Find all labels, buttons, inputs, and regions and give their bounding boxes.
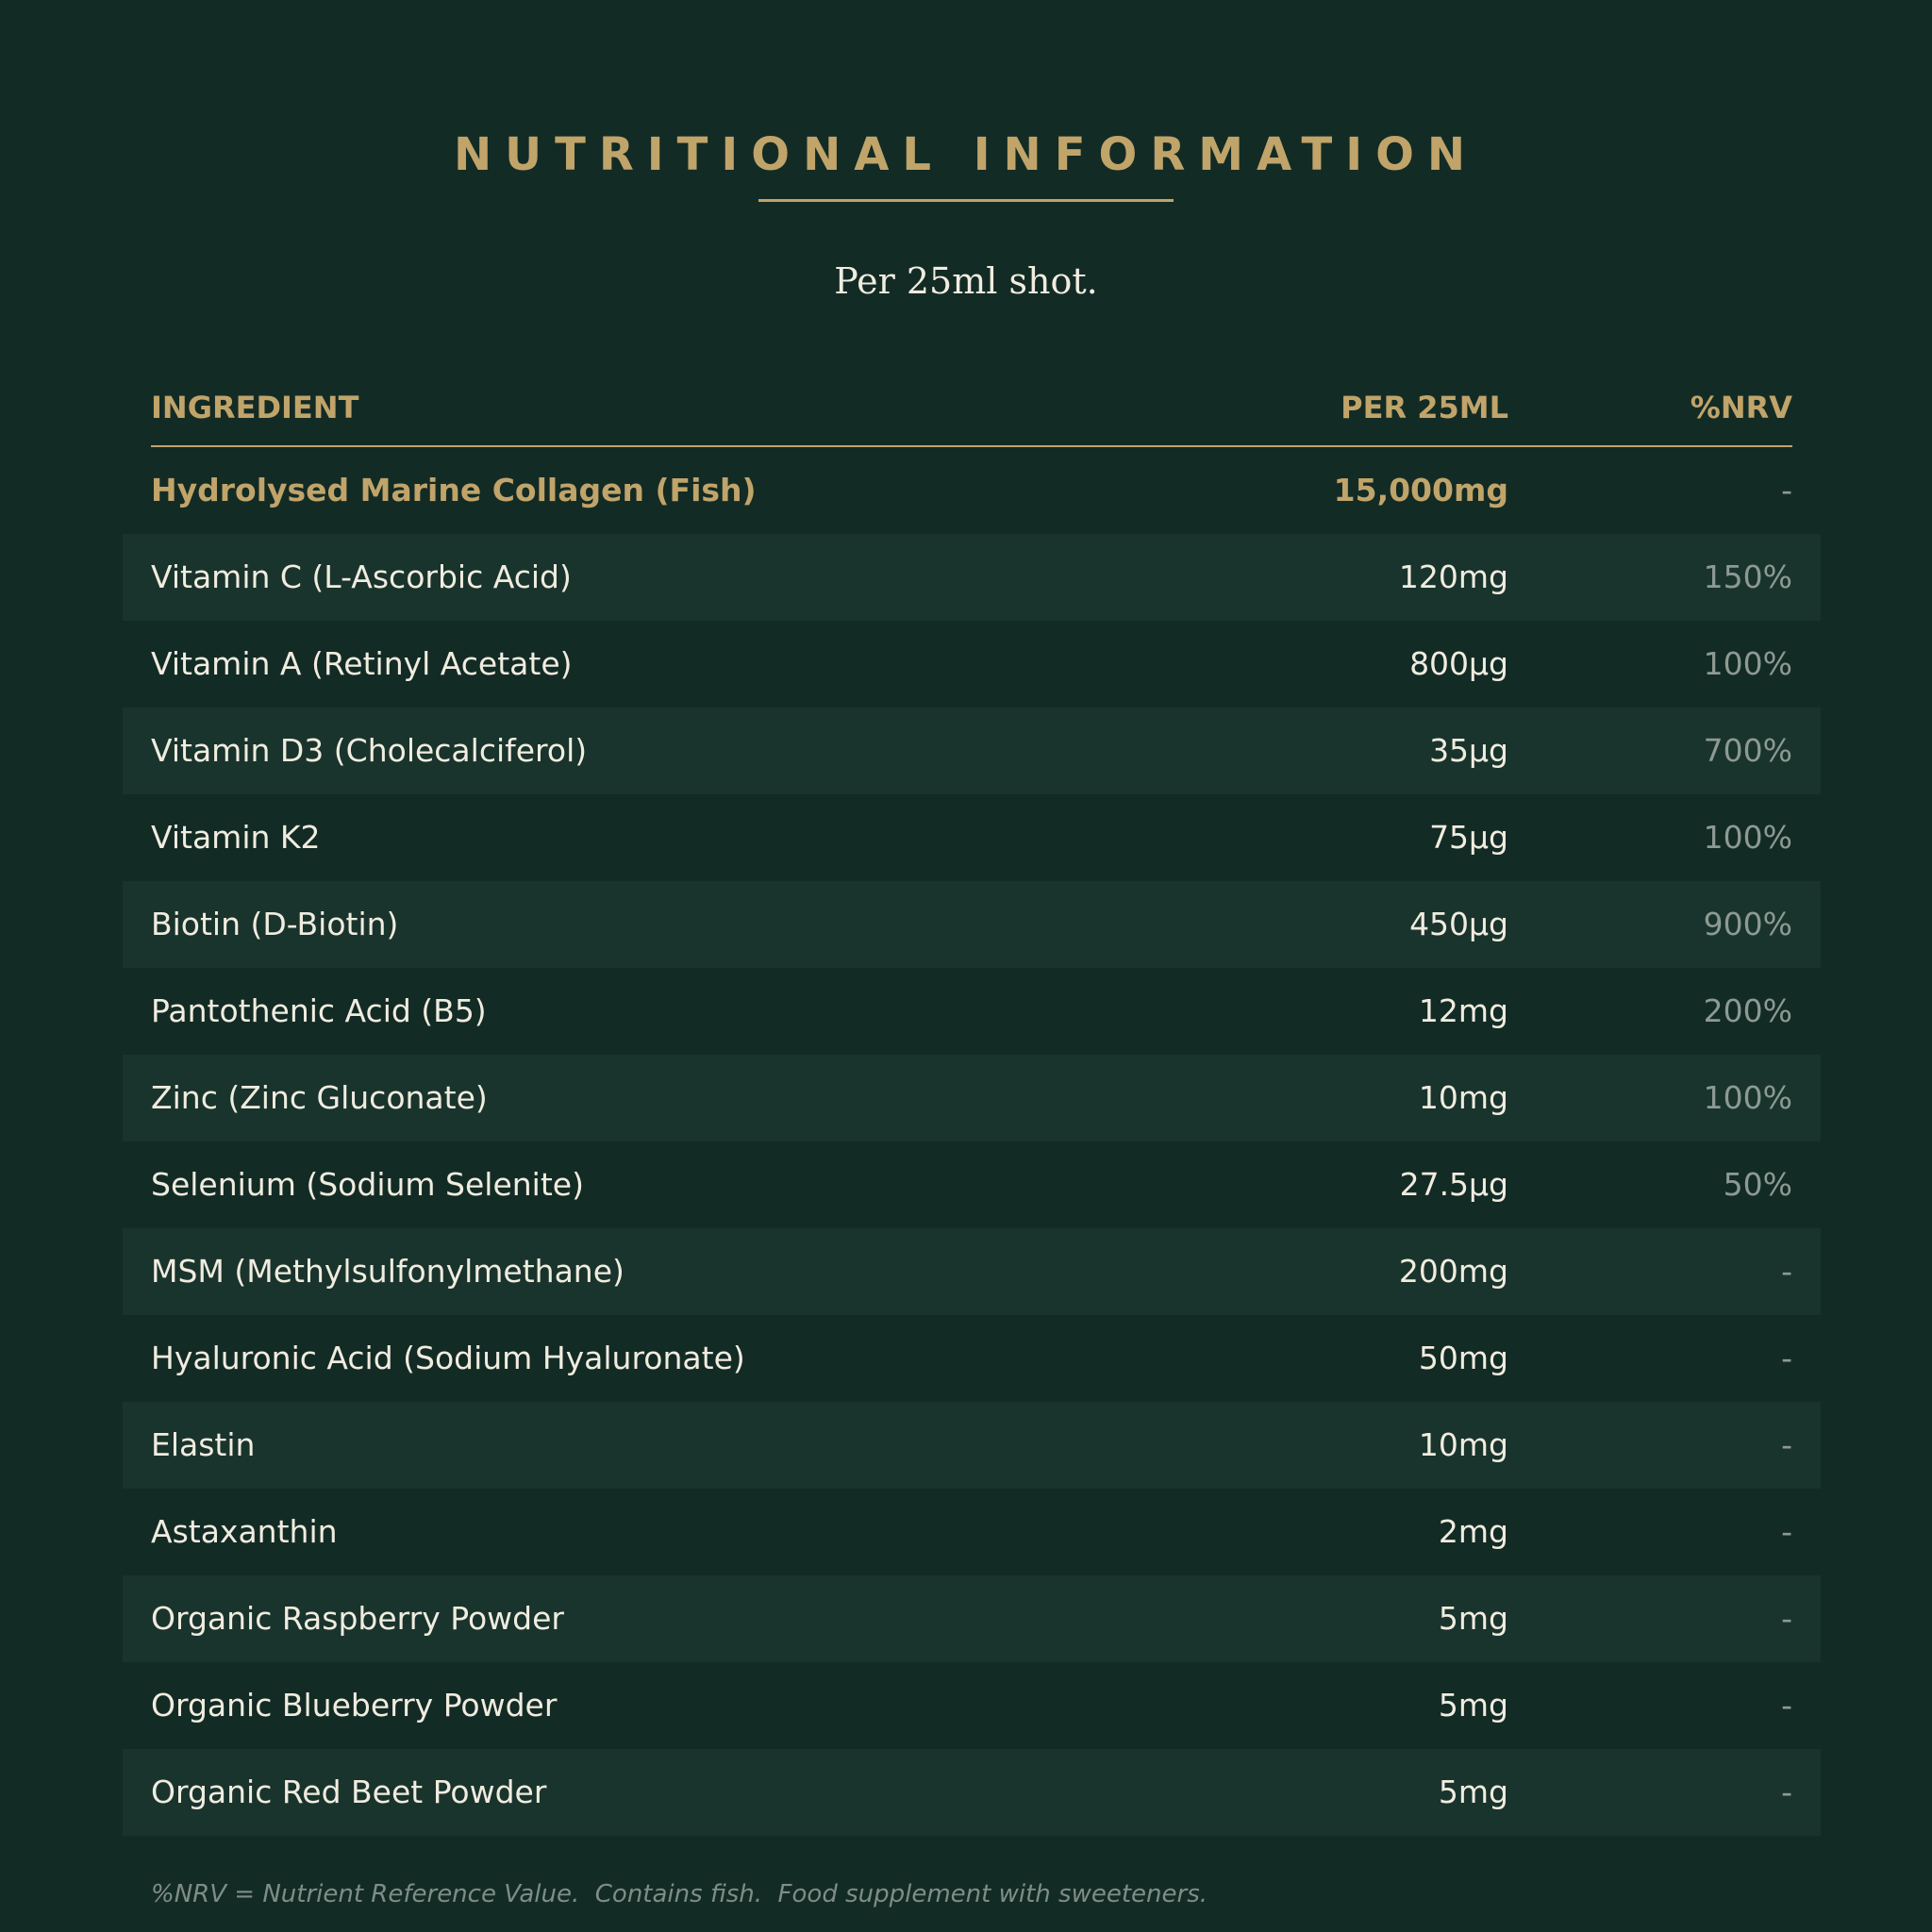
title-underline: [758, 199, 1174, 202]
ingredient-amount: 15,000mg: [1333, 472, 1508, 508]
table-row: [123, 1749, 1821, 1836]
ingredient-nrv: 50%: [1723, 1166, 1792, 1203]
ingredient-amount: 35µg: [1429, 732, 1508, 769]
page-title: NUTRITIONAL INFORMATION: [453, 128, 1479, 181]
ingredient-nrv: 700%: [1703, 732, 1792, 769]
table-row: [123, 621, 1821, 708]
table-row: [123, 1575, 1821, 1662]
table-body: [123, 447, 1821, 1836]
table-row: [123, 708, 1821, 794]
ingredient-name: Organic Blueberry Powder: [151, 1687, 558, 1724]
ingredient-name: Vitamin A (Retinyl Acetate): [151, 645, 573, 682]
ingredient-nrv: -: [1781, 1340, 1792, 1376]
ingredient-amount: 5mg: [1438, 1687, 1508, 1724]
ingredient-nrv: -: [1781, 1426, 1792, 1463]
ingredient-amount: 10mg: [1418, 1426, 1508, 1463]
ingredient-name: Biotin (D-Biotin): [151, 906, 399, 942]
ingredient-amount: 27.5µg: [1399, 1166, 1508, 1203]
ingredient-nrv: 100%: [1703, 1079, 1792, 1116]
ingredient-amount: 2mg: [1438, 1513, 1508, 1550]
ingredient-amount: 5mg: [1438, 1600, 1508, 1637]
ingredient-amount: 5mg: [1438, 1774, 1508, 1810]
ingredient-nrv: 100%: [1703, 645, 1792, 682]
ingredient-name: Zinc (Zinc Gluconate): [151, 1079, 488, 1116]
ingredient-amount: 450µg: [1409, 906, 1508, 942]
ingredient-nrv: -: [1781, 1600, 1792, 1637]
ingredient-name: Organic Raspberry Powder: [151, 1600, 564, 1637]
table-row: [123, 1489, 1821, 1575]
header-ingredient: INGREDIENT: [151, 390, 359, 425]
ingredient-name: Hyaluronic Acid (Sodium Hyaluronate): [151, 1340, 745, 1376]
header-nrv: %NRV: [1690, 390, 1792, 425]
ingredient-name: Vitamin C (L-Ascorbic Acid): [151, 558, 572, 595]
ingredient-name: Hydrolysed Marine Collagen (Fish): [151, 472, 757, 508]
ingredient-amount: 50mg: [1418, 1340, 1508, 1376]
table-row: [123, 1055, 1821, 1141]
header-per-25ml: PER 25ML: [1341, 390, 1508, 425]
ingredient-name: Astaxanthin: [151, 1513, 338, 1550]
table-row: [123, 534, 1821, 621]
ingredient-name: Pantothenic Acid (B5): [151, 992, 487, 1029]
ingredient-nrv: 900%: [1703, 906, 1792, 942]
ingredient-nrv: -: [1781, 1687, 1792, 1724]
ingredient-nrv: -: [1781, 1513, 1792, 1550]
ingredient-name: Selenium (Sodium Selenite): [151, 1166, 584, 1203]
table-row: [123, 881, 1821, 968]
ingredient-name: Elastin: [151, 1426, 256, 1463]
footnote: %NRV = Nutrient Reference Value. Contains fish. Food supplement with sweeteners.: [151, 1880, 1208, 1908]
table-header: [151, 370, 1792, 447]
table-row: [123, 794, 1821, 881]
table-row: [123, 1662, 1821, 1749]
table-row: [123, 1402, 1821, 1489]
ingredient-amount: 200mg: [1398, 1253, 1508, 1290]
ingredient-nrv: -: [1781, 1774, 1792, 1810]
ingredient-amount: 800µg: [1409, 645, 1508, 682]
table-row: [123, 1228, 1821, 1315]
table-row: [123, 968, 1821, 1055]
ingredient-name: MSM (Methylsulfonylmethane): [151, 1253, 625, 1290]
ingredient-amount: 75µg: [1429, 819, 1508, 856]
ingredient-name: Vitamin D3 (Cholecalciferol): [151, 732, 588, 769]
ingredient-nrv: 200%: [1703, 992, 1792, 1029]
ingredient-nrv: 150%: [1703, 558, 1792, 595]
serving-subtitle: Per 25ml shot.: [834, 260, 1098, 302]
ingredient-name: Organic Red Beet Powder: [151, 1774, 547, 1810]
ingredient-amount: 120mg: [1398, 558, 1508, 595]
ingredient-nrv: -: [1781, 472, 1792, 508]
ingredient-name: Vitamin K2: [151, 819, 321, 856]
ingredient-amount: 10mg: [1418, 1079, 1508, 1116]
ingredient-nrv: 100%: [1703, 819, 1792, 856]
table-row: [123, 1315, 1821, 1402]
ingredient-nrv: -: [1781, 1253, 1792, 1290]
table-row: [123, 447, 1821, 534]
ingredient-amount: 12mg: [1418, 992, 1508, 1029]
nutrition-table: [123, 370, 1821, 1836]
table-row: [123, 1141, 1821, 1228]
